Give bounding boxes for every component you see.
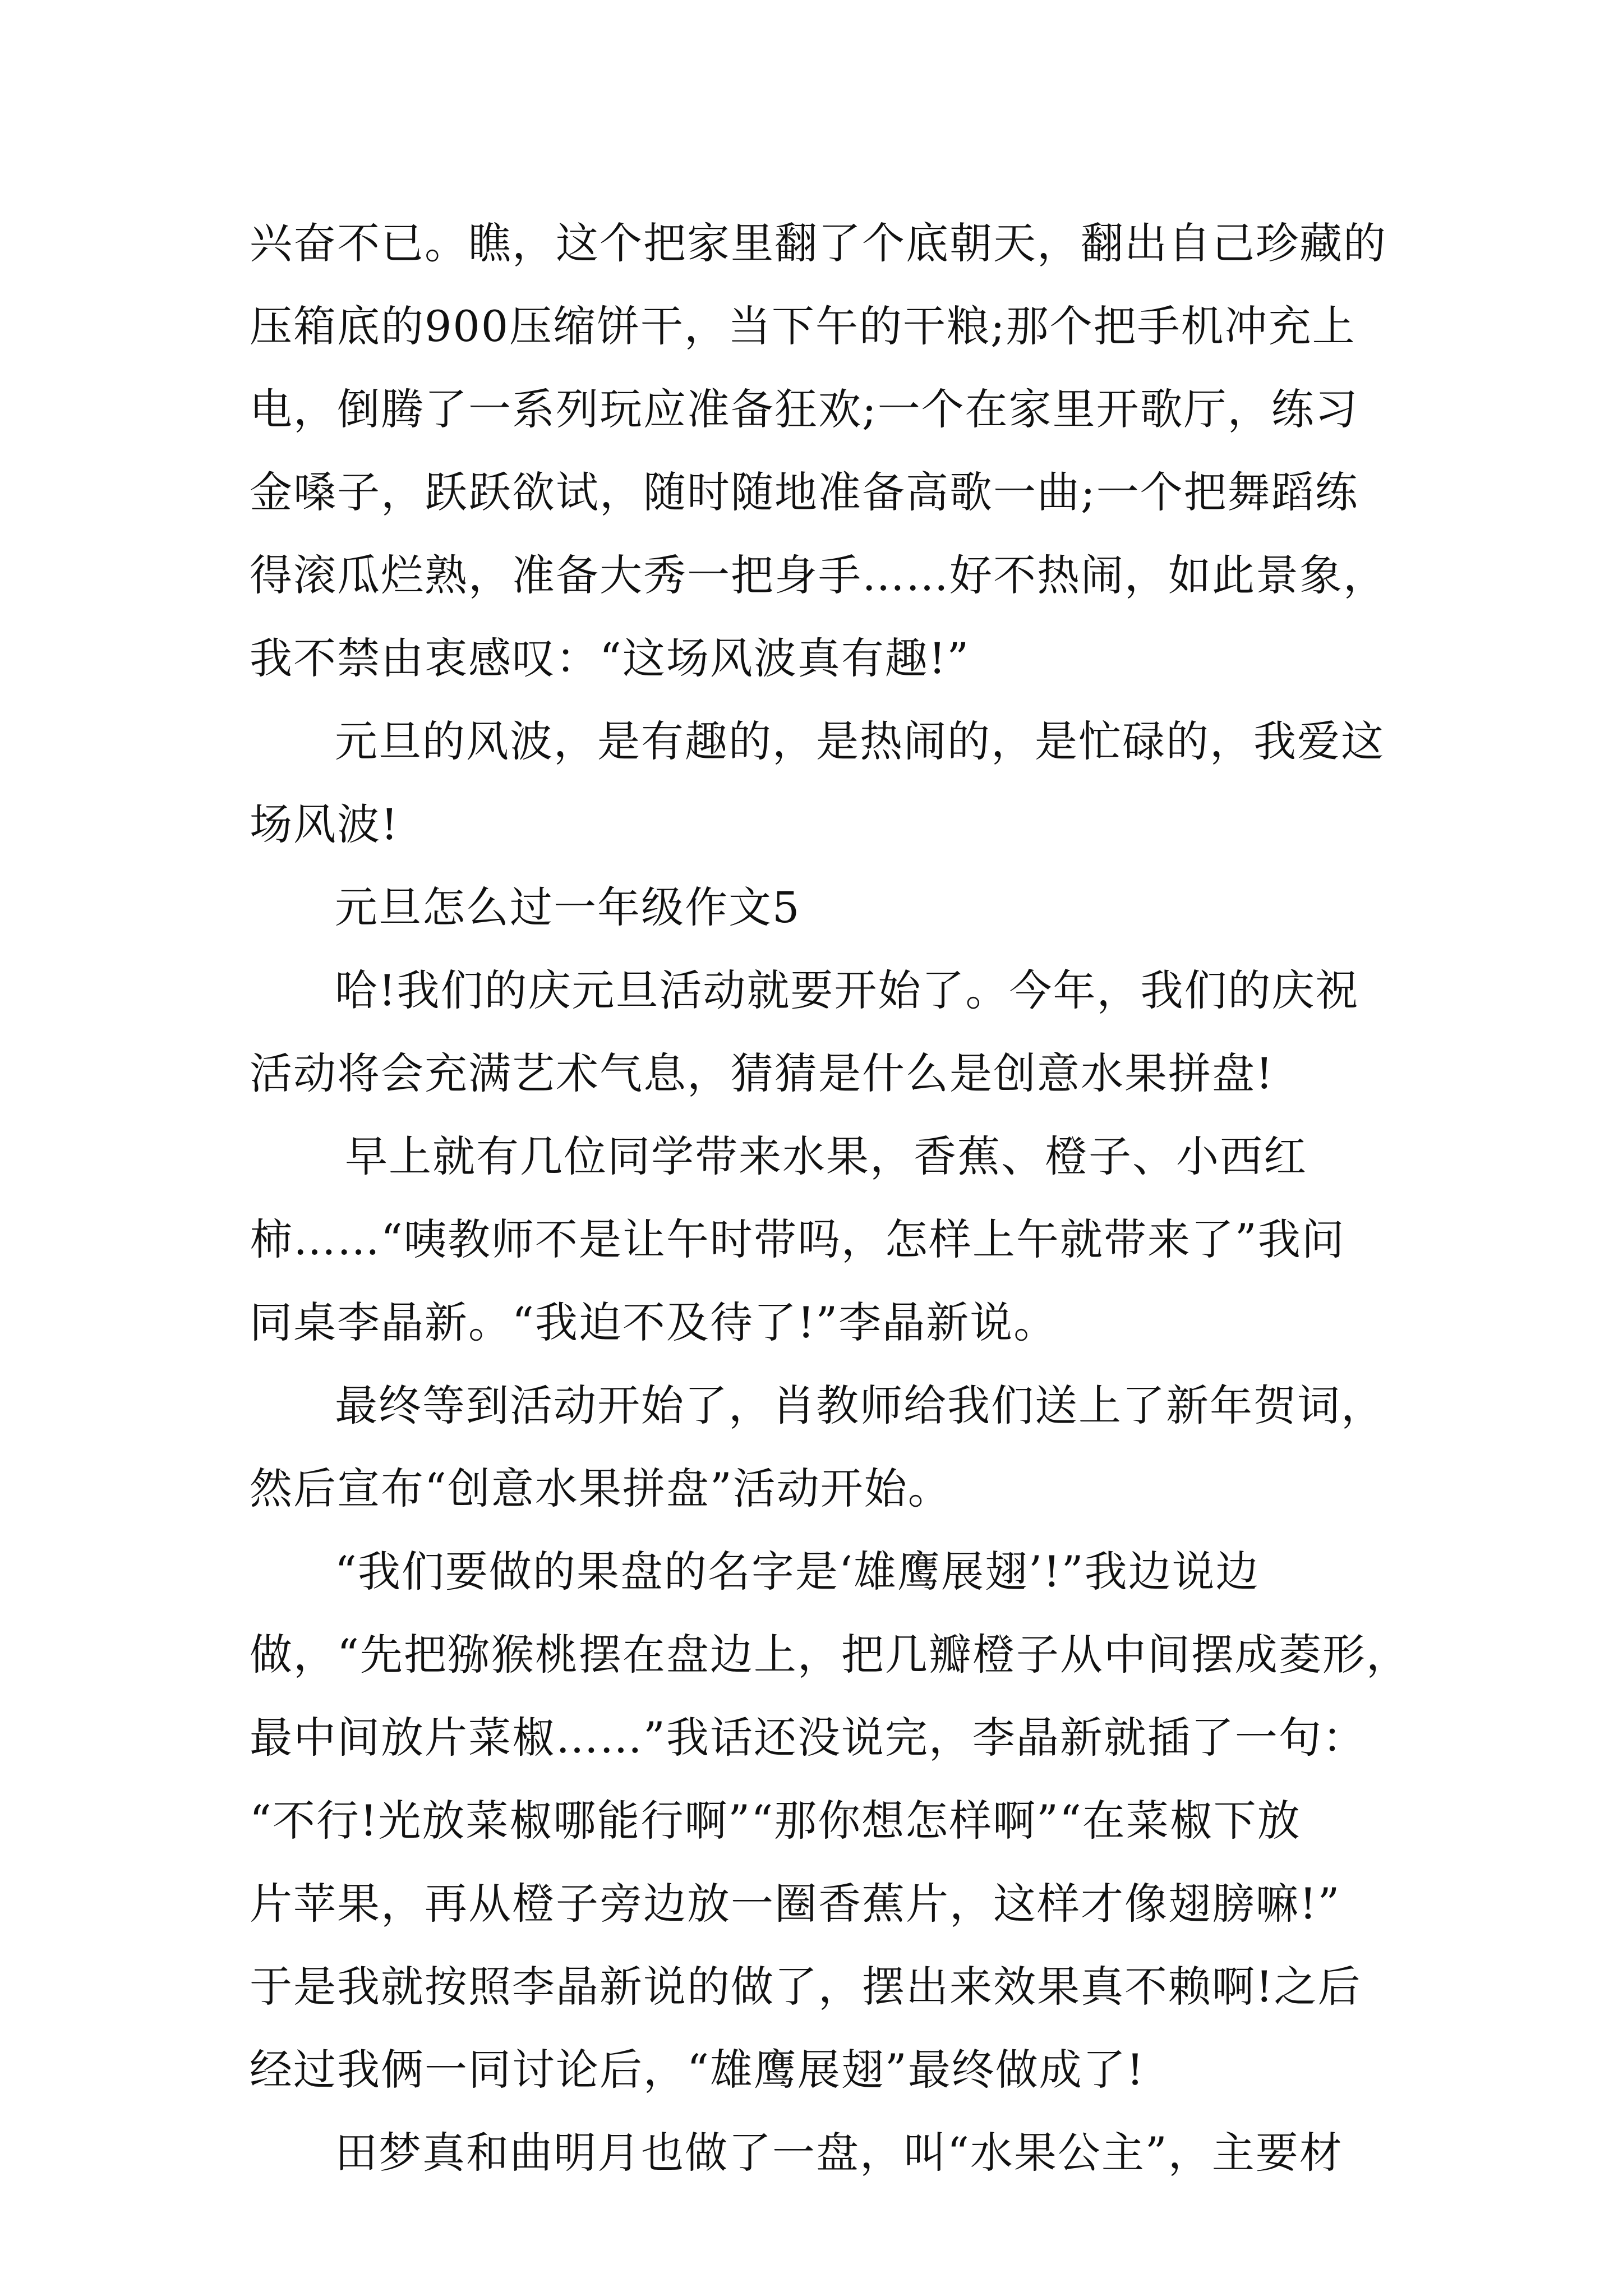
text-line: 最中间放片菜椒……”我话还没说完，李晶新就插了一句： (250, 1713, 1366, 1763)
text-line: 我不禁由衷感叹：“这场风波真有趣!” (250, 633, 970, 683)
text-line: 然后宣布“创意水果拼盘”活动开始。 (250, 1464, 952, 1513)
text-line: 场风波! (250, 799, 399, 849)
paragraph-start-line: 哈!我们的庆元旦活动就要开始了。今年，我们的庆祝 (335, 965, 1359, 1015)
text-line: 同桌李晶新。“我迫不及待了!”李晶新说。 (250, 1297, 1058, 1347)
text-line: 电，倒腾了一系列玩应准备狂欢;一个在家里开歌厅，练习 (250, 384, 1359, 434)
text-line: 柿……“咦教师不是让午时带吗，怎样上午就带来了”我问 (250, 1214, 1345, 1264)
paragraph-start-line: 最终等到活动开始了，肖教师给我们送上了新年贺词， (335, 1381, 1385, 1430)
text-line: 金嗓子，跃跃欲试，随时随地准备高歌一曲;一个把舞蹈练 (250, 467, 1359, 517)
text-line: 活动将会充满艺术气息，猜猜是什么是创意水果拼盘! (250, 1048, 1274, 1098)
paragraph-start-line: 元旦的风波，是有趣的，是热闹的，是忙碌的，我爱这 (335, 716, 1385, 766)
paragraph-start-line: “我们要做的果盘的名字是‘雄鹰展翅’!”我边说边 (335, 1547, 1260, 1596)
text-line: “不行!光放菜椒哪能行啊”“那你想怎样啊”“在菜椒下放 (250, 1796, 1301, 1846)
text-line: 压箱底的900压缩饼干，当下午的干粮;那个把手机冲充上 (250, 301, 1356, 351)
paragraph-start-line: 早上就有几位同学带来水果，香蕉、橙子、小西红 (345, 1131, 1307, 1181)
text-line: 于是我就按照李晶新说的做了，摆出来效果真不赖啊!之后 (250, 1962, 1362, 2012)
text-line: 兴奋不已。瞧，这个把家里翻了个底朝天，翻出自己珍藏的 (250, 218, 1387, 268)
text-line: 做，“先把猕猴桃摆在盘边上，把几瓣橙子从中间摆成菱形， (250, 1630, 1410, 1680)
paragraph-start-line: 田梦真和曲明月也做了一盘，叫“水果公主”，主要材 (335, 2128, 1343, 2178)
text-line: 片苹果，再从橙子旁边放一圈香蕉片，这样才像翅膀嘛!” (250, 1879, 1341, 1929)
text-line: 得滚瓜烂熟，准备大秀一把身手……好不热闹，如此景象， (250, 550, 1387, 600)
section-heading: 元旦怎么过一年级作文5 (335, 882, 801, 932)
essay-body (250, 202, 1410, 2194)
text-line: 经过我俩一同讨论后，“雄鹰展翅”最终做成了! (250, 2045, 1145, 2095)
